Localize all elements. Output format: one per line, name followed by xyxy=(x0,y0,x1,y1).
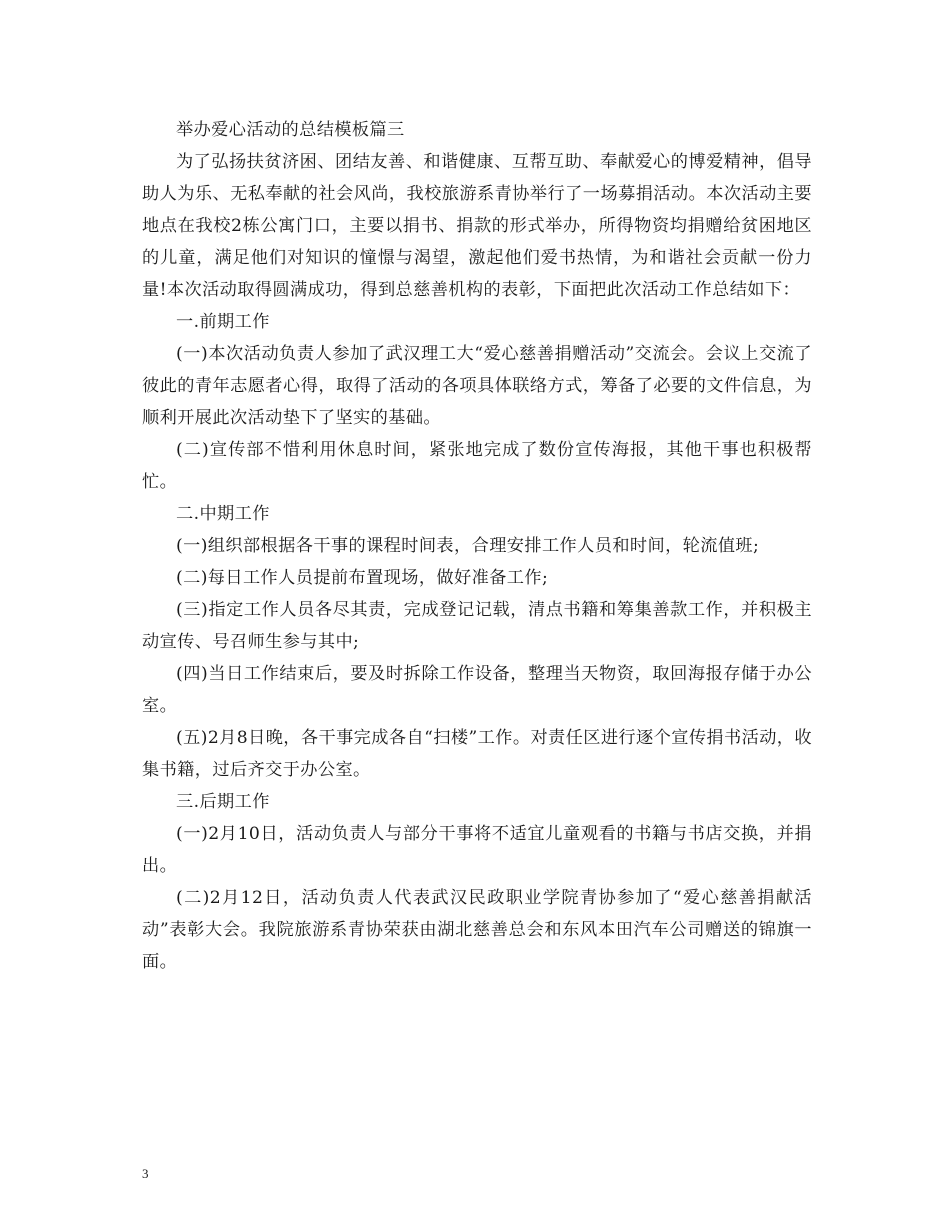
paragraph: (一)本次活动负责人参加了武汉理工大“爱心慈善捐赠活动”交流会。会议上交流了彼此的青年志愿者心得，取得了活动的各项具体联络方式，筹备了必要的文件信息，为顺利开展此次活动垫下了坚实的基础。 xyxy=(142,344,812,428)
document-title: 举办爱心活动的总结模板篇三 xyxy=(176,120,405,140)
document-body xyxy=(142,114,812,978)
section-heading-late: 三.后期工作 xyxy=(176,792,270,812)
paragraph: (二)宣传部不惜利用休息时间，紧张地完成了数份宣传海报，其他干事也积极帮忙。 xyxy=(142,440,812,492)
paragraph: (二)每日工作人员提前布置现场，做好准备工作; xyxy=(176,568,549,588)
intro-paragraph: 为了弘扬扶贫济困、团结友善、和谐健康、互帮互助、奉献爱心的博爱精神，倡导助人为乐、无私奉献的社会风尚，我校旅游系青协举行了一场募捐活动。本次活动主要地点在我校2栋公寓门口，主要以捐书、捐款的形式举办，所得物资均捐赠给贫困地区的儿童，满足他们对知识的憧憬与渴望，激起他们爱书热情，为和谐社会贡献一份力量!本次活动取得圆满成功，得到总慈善机构的表彰，下面把此次活动工作总结如下： xyxy=(142,152,812,300)
section-heading-early: 一.前期工作 xyxy=(176,312,270,332)
paragraph: (二)2月12日，活动负责人代表武汉民政职业学院青协参加了“爱心慈善捐献活动”表彰大会。我院旅游系青协荣获由湖北慈善总会和东风本田汽车公司赠送的锦旗一面。 xyxy=(142,888,812,972)
page-number: 3 xyxy=(142,1166,149,1181)
paragraph: (三)指定工作人员各尽其责，完成登记记载，清点书籍和筹集善款工作，并积极主动宣传、号召师生参与其中; xyxy=(142,600,812,652)
paragraph: (四)当日工作结束后，要及时拆除工作设备，整理当天物资，取回海报存储于办公室。 xyxy=(142,664,812,716)
paragraph: (五)2月8日晚，各干事完成各自“扫楼”工作。对责任区进行逐个宣传捐书活动，收集书籍，过后齐交于办公室。 xyxy=(142,728,812,780)
section-heading-middle: 二.中期工作 xyxy=(176,504,270,524)
paragraph: (一)组织部根据各干事的课程时间表，合理安排工作人员和时间，轮流值班; xyxy=(176,536,760,556)
paragraph: (一)2月10日，活动负责人与部分干事将不适宜儿童观看的书籍与书店交换，并捐出。 xyxy=(142,824,812,876)
